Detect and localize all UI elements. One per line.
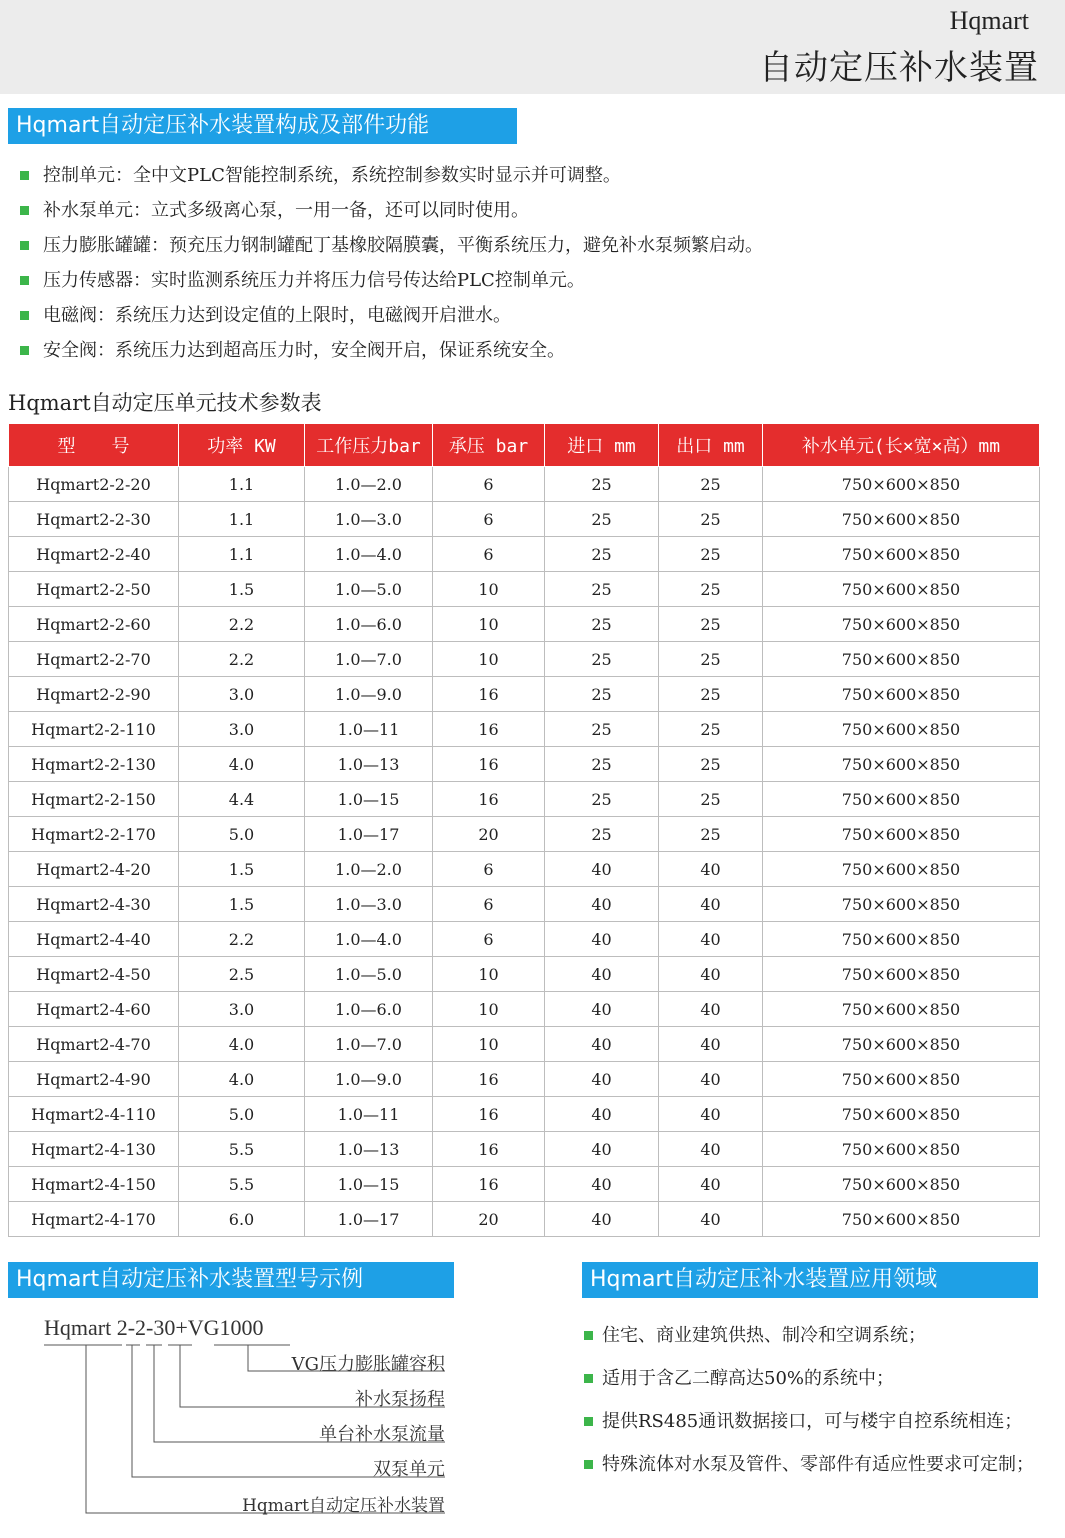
table-cell: Hqmart2-4-150 [9,1167,179,1202]
table-cell: 25 [545,502,659,537]
table-cell: 4.0 [179,1062,305,1097]
table-cell: 1.0—11 [305,712,433,747]
table-cell: 1.0—3.0 [305,502,433,537]
list-item: 压力膨胀罐罐：预充压力钢制罐配丁基橡胶隔膜囊，平衡系统压力，避免补水泵频繁启动。 [20,228,1040,263]
table-cell: 6 [433,887,545,922]
column-header-inlet: 进口 mm [545,424,659,467]
table-cell: 25 [545,642,659,677]
table-cell: Hqmart2-2-150 [9,782,179,817]
table-cell: 40 [659,1062,763,1097]
table-cell: 10 [433,607,545,642]
table-cell: Hqmart2-2-40 [9,537,179,572]
table-cell: 25 [545,607,659,642]
table-cell: 25 [659,572,763,607]
table-cell: 40 [545,852,659,887]
table-cell: 5.0 [179,1097,305,1132]
list-item: 补水泵单元：立式多级离心泵，一用一备，还可以同时使用。 [20,193,1040,228]
table-cell: 6.0 [179,1202,305,1237]
table-cell: 25 [545,712,659,747]
list-item: 适用于含乙二醇高达50%的系统中； [584,1359,1054,1402]
table-cell: 25 [659,747,763,782]
components-section-title: Hqmart自动定压补水装置构成及部件功能 [8,108,517,144]
table-cell: 40 [659,887,763,922]
table-cell: 750×600×850 [763,607,1040,642]
table-cell: 16 [433,1167,545,1202]
table-cell: Hqmart2-2-30 [9,502,179,537]
table-cell: Hqmart2-2-70 [9,642,179,677]
square-bullet-icon [584,1374,593,1383]
table-cell: 750×600×850 [763,1027,1040,1062]
table-cell: 5.5 [179,1167,305,1202]
brand-name: Hqmart [949,6,1029,35]
table-cell: 25 [545,572,659,607]
list-item: 特殊流体对水泵及管件、零部件有适应性要求可定制； [584,1445,1054,1488]
table-cell: 4.4 [179,782,305,817]
table-cell: 40 [545,1202,659,1237]
table-cell: Hqmart2-4-20 [9,852,179,887]
table-cell: 25 [659,782,763,817]
table-cell: Hqmart2-2-130 [9,747,179,782]
example-label-pump-flow: 单台补水泵流量 [319,1424,445,1445]
table-cell: 40 [659,957,763,992]
table-cell: 40 [659,1167,763,1202]
example-label-vg-volume: VG压力膨胀罐容积 [291,1354,445,1375]
table-cell: 750×600×850 [763,677,1040,712]
table-cell: 16 [433,782,545,817]
table-cell: 1.0—7.0 [305,1027,433,1062]
table-cell: 6 [433,502,545,537]
table-cell: 1.5 [179,887,305,922]
table-cell: 5.0 [179,817,305,852]
table-cell: 750×600×850 [763,747,1040,782]
table-cell: 40 [545,887,659,922]
model-code-example: Hqmart 2-2-30+VG1000 [44,1315,264,1340]
table-cell: 10 [433,1027,545,1062]
table-cell: Hqmart2-4-50 [9,957,179,992]
table-cell: 1.0—2.0 [305,852,433,887]
table-cell: 6 [433,537,545,572]
table-cell: 1.0—6.0 [305,992,433,1027]
table-cell: 16 [433,1062,545,1097]
product-title: 自动定压补水装置 [759,48,1039,88]
table-cell: 750×600×850 [763,572,1040,607]
table-cell: 750×600×850 [763,922,1040,957]
table-cell: 750×600×850 [763,782,1040,817]
column-header-pressure-rating: 承压 bar [433,424,545,467]
table-cell: 1.1 [179,537,305,572]
list-item: 电磁阀：系统压力达到设定值的上限时，电磁阀开启泄水。 [20,298,1040,333]
table-cell: Hqmart2-4-110 [9,1097,179,1132]
table-cell: 16 [433,712,545,747]
table-cell: 1.0—5.0 [305,957,433,992]
table-cell: 6 [433,467,545,502]
table-cell: 25 [659,607,763,642]
table-cell: 750×600×850 [763,1097,1040,1132]
table-cell: 25 [659,677,763,712]
list-item: 住宅、商业建筑供热、制冷和空调系统； [584,1316,1054,1359]
table-cell: 40 [659,1132,763,1167]
table-cell: 1.1 [179,502,305,537]
table-cell: Hqmart2-4-40 [9,922,179,957]
table-cell: 750×600×850 [763,467,1040,502]
table-cell: 1.0—17 [305,817,433,852]
table-cell: 40 [659,1027,763,1062]
table-cell: 25 [659,712,763,747]
table-cell: 6 [433,852,545,887]
table-cell: 1.5 [179,572,305,607]
table-cell: 25 [659,817,763,852]
table-cell: 1.1 [179,467,305,502]
table-cell: 750×600×850 [763,1202,1040,1237]
table-cell: 16 [433,677,545,712]
table-cell: 4.0 [179,747,305,782]
table-cell: 750×600×850 [763,537,1040,572]
table-cell: 1.0—9.0 [305,1062,433,1097]
table-cell: 1.0—9.0 [305,677,433,712]
table-cell: Hqmart2-4-130 [9,1132,179,1167]
table-cell: 6 [433,922,545,957]
table-cell: 3.0 [179,712,305,747]
table-cell: 40 [659,922,763,957]
params-table-title: Hqmart自动定压单元技术参数表 [8,391,322,415]
table-cell: 1.0—6.0 [305,607,433,642]
table-cell: Hqmart2-2-170 [9,817,179,852]
table-cell: 1.5 [179,852,305,887]
table-cell: 16 [433,1097,545,1132]
table-cell: 3.0 [179,992,305,1027]
table-cell: 2.5 [179,957,305,992]
table-cell: Hqmart2-2-90 [9,677,179,712]
table-cell: 1.0—13 [305,1132,433,1167]
list-item: 安全阀：系统压力达到超高压力时，安全阀开启，保证系统安全。 [20,333,1040,368]
example-label-brand-device: Hqmart自动定压补水装置 [242,1496,445,1516]
table-cell: 1.0—5.0 [305,572,433,607]
list-item: 压力传感器：实时监测系统压力并将压力信号传达给PLC控制单元。 [20,263,1040,298]
table-cell: Hqmart2-2-60 [9,607,179,642]
table-cell: 1.0—11 [305,1097,433,1132]
table-cell: 25 [659,502,763,537]
square-bullet-icon [584,1417,593,1426]
table-cell: 1.0—3.0 [305,887,433,922]
table-cell: 1.0—15 [305,782,433,817]
table-cell: 2.2 [179,607,305,642]
table-cell: 25 [659,467,763,502]
table-cell: 10 [433,572,545,607]
table-cell: Hqmart2-2-110 [9,712,179,747]
applications-section-title: Hqmart自动定压补水装置应用领域 [582,1262,1038,1298]
table-cell: 40 [545,957,659,992]
model-example-section-title: Hqmart自动定压补水装置型号示例 [8,1262,454,1298]
table-cell: 40 [659,1202,763,1237]
table-cell: 750×600×850 [763,712,1040,747]
table-cell: 2.2 [179,922,305,957]
column-header-outlet: 出口 mm [659,424,763,467]
table-cell: 25 [659,642,763,677]
table-cell: 5.5 [179,1132,305,1167]
table-cell: 25 [545,467,659,502]
table-cell: Hqmart2-2-20 [9,467,179,502]
table-cell: 750×600×850 [763,992,1040,1027]
table-cell: Hqmart2-4-70 [9,1027,179,1062]
square-bullet-icon [584,1331,593,1340]
table-cell: 3.0 [179,677,305,712]
table-cell: 25 [545,817,659,852]
table-cell: 16 [433,747,545,782]
list-item: 提供RS485通讯数据接口，可与楼宇自控系统相连； [584,1402,1054,1445]
table-cell: 1.0—4.0 [305,922,433,957]
table-cell: 1.0—13 [305,747,433,782]
column-header-model: 型 号 [9,424,179,467]
table-cell: 1.0—4.0 [305,537,433,572]
table-cell: 750×600×850 [763,957,1040,992]
table-cell: 40 [659,1097,763,1132]
table-cell: 25 [545,677,659,712]
table-cell: 750×600×850 [763,852,1040,887]
list-item: 控制单元：全中文PLC智能控制系统，系统控制参数实时显示并可调整。 [20,158,1040,193]
table-cell: 2.2 [179,642,305,677]
table-cell: 750×600×850 [763,1167,1040,1202]
column-header-dimensions: 补水单元(长×宽×高）mm [763,424,1040,467]
table-cell: 40 [545,992,659,1027]
table-cell: Hqmart2-4-90 [9,1062,179,1097]
table-cell: 4.0 [179,1027,305,1062]
table-cell: 25 [545,537,659,572]
table-cell: Hqmart2-2-50 [9,572,179,607]
table-cell: 1.0—7.0 [305,642,433,677]
table-cell: 25 [545,747,659,782]
column-header-power: 功率 KW [179,424,305,467]
table-cell: 40 [659,992,763,1027]
table-cell: 750×600×850 [763,1132,1040,1167]
table-cell: 1.0—2.0 [305,467,433,502]
table-cell: 40 [545,1167,659,1202]
table-cell: 25 [659,537,763,572]
table-cell: 750×600×850 [763,887,1040,922]
table-cell: 10 [433,992,545,1027]
table-cell: 750×600×850 [763,642,1040,677]
table-cell: 40 [545,1097,659,1132]
example-label-dual-pump: 双泵单元 [373,1459,445,1480]
table-cell: 16 [433,1132,545,1167]
table-cell: 750×600×850 [763,1062,1040,1097]
table-cell: Hqmart2-4-170 [9,1202,179,1237]
table-cell: 40 [545,922,659,957]
table-cell: 1.0—15 [305,1167,433,1202]
table-cell: 20 [433,1202,545,1237]
table-cell: 40 [659,852,763,887]
applications-list [584,1316,1054,1488]
column-header-working-pressure: 工作压力bar [305,424,433,467]
table-cell: 750×600×850 [763,502,1040,537]
table-cell: 40 [545,1027,659,1062]
table-cell: 1.0—17 [305,1202,433,1237]
table-cell: Hqmart2-4-60 [9,992,179,1027]
example-label-pump-head: 补水泵扬程 [355,1389,445,1410]
table-cell: 750×600×850 [763,817,1040,852]
table-cell: 10 [433,957,545,992]
table-cell: 40 [545,1132,659,1167]
square-bullet-icon [584,1460,593,1469]
table-cell: Hqmart2-4-30 [9,887,179,922]
table-cell: 10 [433,642,545,677]
table-cell: 25 [545,782,659,817]
table-cell: 20 [433,817,545,852]
table-cell: 40 [545,1062,659,1097]
